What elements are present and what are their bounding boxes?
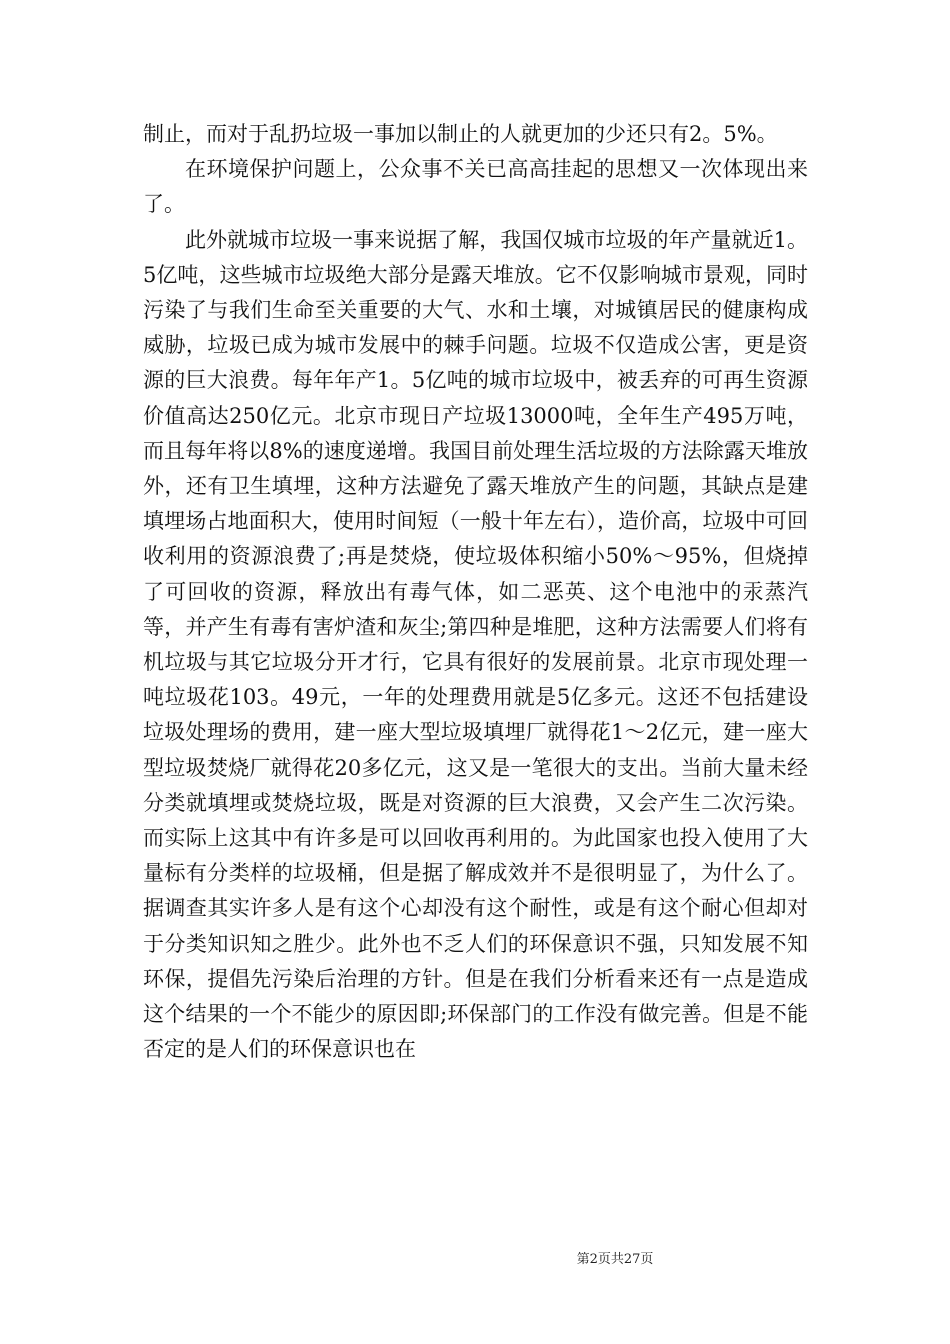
paragraph-1: 制止，而对于乱扔垃圾一事加以制止的人就更加的少还只有2。5%。 [143, 122, 778, 146]
paragraph-3: 此外就城市垃圾一事来说据了解，我国仅城市垃圾的年产量就近1。5亿吨，这些城市垃圾绝大部分是露天堆放。它不仅影响城市景观，同时污染了与我们生命至关重要的大气、水和土壤，对城镇居民的健康构成威胁，垃圾已成为城市发展中的棘手问题。垃圾不仅造成公害，更是资源的巨大浪费。每年年产1。5亿吨的城市垃圾中，被丢弃的可再生资源价值高达250亿元。北京市现日产垃圾13000吨，全年生产495万吨，而且每年将以8%的速度递增。我国目前处理生活垃圾的方法除露天堆放外，还有卫生填埋，这种方法避免了露天堆放产生的问题，其缺点是建填埋场占地面积大，使用时间短（一般十年左右），造价高，垃圾中可回收利用的资源浪费了;再是焚烧，使垃圾体积缩小50%～95%，但烧掉了可回收的资源，释放出有毒气体，如二恶英、这个电池中的汞蒸汽等，并产生有毒有害炉渣和灰尘;第四种是堆肥，这种方法需要人们将有机垃圾与其它垃圾分开才行，它具有很好的发展前景。北京市现处理一吨垃圾花103。49元，一年的处理费用就是5亿多元。这还不包括建设垃圾处理场的费用，建一座大型垃圾填埋厂就得花1～2亿元，建一座大型垃圾焚烧厂就得花20多亿元，这又是一笔很大的支出。当前大量未经分类就填埋或焚烧垃圾，既是对资源的巨大浪费，又会产生二次污染。而实际上这其中有许多是可以回收再利用的。为此国家也投入使用了大量标有分类样的垃圾桶，但是据了解成效并不是很明显了，为什么了。据调查其实许多人是有这个心却没有这个耐性，或是有这个耐心但却对于分类知识知之胜少。此外也不乏人们的环保意识不强，只知发展不知环保，提倡先污染后治理的方针。但是在我们分析看来还有一点是造成这个结果的一个不能少的原因即;环保部门的工作没有做完善。但是不能否定的是人们的环保意识也在 [143, 227, 808, 1062]
page-number: 第2页共27页 [576, 1252, 654, 1267]
paragraph-2: 在环境保护问题上，公众事不关已高高挂起的思想又一次体现出来了。 [143, 157, 808, 217]
document-body [143, 117, 808, 1067]
page-footer [0, 1248, 950, 1267]
